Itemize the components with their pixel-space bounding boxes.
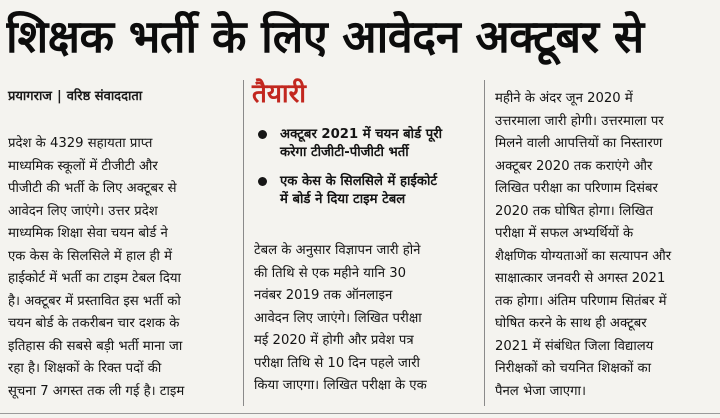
- column-line: माध्यमिक स्कूलों में टीजीटी और: [8, 158, 158, 174]
- column-line: आवेदन लिए जाएंगे। लिखित परीक्षा: [254, 310, 422, 326]
- bullet-item: [252, 126, 478, 162]
- bullet-item: [252, 173, 478, 209]
- column-line: पैनल भेजा जाएगा।: [495, 383, 586, 399]
- article-column-3: [495, 88, 715, 403]
- kicker-label: तैयारी: [252, 79, 307, 109]
- byline-separator: |: [56, 89, 62, 104]
- column-line: टेबल के अनुसार विज्ञापन जारी होने: [254, 243, 421, 258]
- bullet-dot-icon: [258, 130, 267, 139]
- column-line: परीक्षा तिथि से 10 दिन पहले जारी: [254, 355, 420, 371]
- highlight-bullets: [252, 126, 478, 220]
- column-line: किया जाएगा। लिखित परीक्षा के एक: [254, 378, 427, 393]
- column-line: हाईकोर्ट में भर्ती का टाइम टेबल दिया: [8, 271, 181, 286]
- column-divider: [243, 80, 244, 406]
- byline-reporter: वरिष्ठ संवाददाता: [66, 89, 143, 104]
- column-line: मई 2020 में होगी और प्रवेश पत्र: [254, 333, 414, 348]
- column-line: की तिथि से एक महीने यानि 30: [254, 265, 407, 281]
- column-line: महीने के अंदर जून 2020 में: [495, 91, 633, 106]
- article-column-2: [254, 240, 478, 398]
- column-line: अक्टूबर 2020 तक कराएंगे और: [495, 158, 653, 174]
- column-line: सूचना 7 अगस्त तक ली गई है। टाइम: [8, 383, 185, 399]
- column-line: 2021 में संबंधित जिला विद्यालय: [495, 338, 654, 354]
- column-line: लिखित परीक्षा का परिणाम दिसंबर: [495, 181, 658, 196]
- column-line: है। अक्टूबर में प्रस्तावित इस भर्ती को: [8, 293, 181, 309]
- byline-place: प्रयागराज: [8, 89, 52, 104]
- column-line: घोषित करने के साथ ही अक्टूबर: [495, 316, 647, 331]
- column-line: इतिहास की सबसे बड़ी भर्ती माना जा: [8, 338, 183, 354]
- bullet-line: एक केस के सिलसिले में हाईकोर्ट: [280, 174, 438, 189]
- headline: शिक्षक भर्ती के लिए आवेदन अक्टूबर से: [6, 10, 644, 63]
- bullet-line: अक्टूबर 2021 में चयन बोर्ड पूरी: [280, 127, 443, 142]
- bullet-dot-icon: [258, 177, 267, 186]
- column-line: नवंबर 2019 तक ऑनलाइन: [254, 288, 393, 303]
- column-line: चयन बोर्ड के तकरीबन चार दशक के: [8, 316, 180, 331]
- column-line: प्रदेश के 4329 सहायता प्राप्त: [8, 136, 153, 151]
- column-line: मिलने वाली आपत्तियों का निस्तारण: [495, 136, 663, 151]
- article-column-1: [8, 133, 236, 403]
- column-divider: [484, 80, 485, 406]
- column-line: उत्तरमाला जारी होगी। उत्तरमाला पर: [495, 113, 664, 129]
- column-line: रहा है। शिक्षकों के रिक्त पदों की: [8, 361, 162, 376]
- byline: [8, 86, 234, 104]
- column-line: एक केस के सिलसिले में हाल ही में: [8, 248, 173, 264]
- column-line: 2020 तक घोषित होगा। लिखित: [495, 203, 654, 219]
- column-line: परीक्षा में सफल अभ्यर्थियों के: [495, 226, 634, 241]
- column-line: साक्षात्कार जनवरी से अगस्त 2021: [495, 271, 666, 286]
- column-line: आवेदन लिए जाएंगे। उत्तर प्रदेश: [8, 203, 158, 219]
- bottom-divider: [0, 413, 720, 414]
- bullet-line: करेगा टीजीटी-पीजीटी भर्ती: [280, 145, 409, 160]
- column-line: पीजीटी की भर्ती के लिए अक्टूबर से: [8, 181, 177, 196]
- column-line: माध्यमिक शिक्षा सेवा चयन बोर्ड ने: [8, 226, 168, 241]
- column-line: शैक्षणिक योग्यताओं का सत्यापन और: [495, 248, 672, 264]
- column-line: निरीक्षकों को चयनित शिक्षकों का: [495, 361, 652, 376]
- bullet-line: में बोर्ड ने दिया टाइम टेबल: [280, 192, 406, 207]
- column-line: तक होगा। अंतिम परिणाम सितंबर में: [495, 293, 667, 309]
